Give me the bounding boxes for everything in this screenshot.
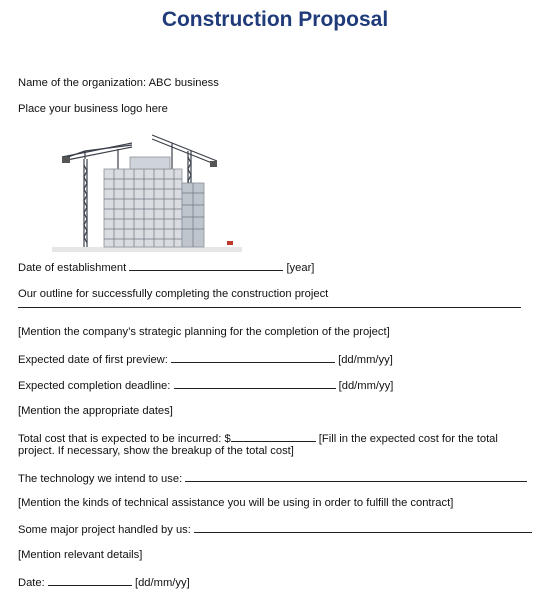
first-preview-label: Expected date of first preview:: [18, 354, 168, 366]
date-field[interactable]: [48, 575, 132, 586]
date-suffix: [dd/mm/yy]: [134, 577, 190, 589]
cost-continuation: project. If necessary, show the breakup of the total cost]: [18, 445, 294, 457]
completion-date-field[interactable]: [174, 378, 336, 389]
logo-placeholder-text: Place your business logo here: [18, 103, 168, 115]
date-row: [18, 575, 190, 590]
cost-suffix: [Fill in the expected cost for the total: [318, 433, 498, 445]
organization-name: Name of the organization: ABC business: [18, 77, 219, 89]
technical-note: [Mention the kinds of technical assistance you will be using in order to fulfill the contract]: [18, 497, 454, 509]
technology-label: The technology we intend to use:: [18, 473, 183, 485]
establishment-label: Date of establishment: [18, 262, 127, 274]
page-title: Construction Proposal: [161, 8, 389, 31]
projects-row: [18, 522, 532, 537]
first-preview-row: [18, 352, 393, 367]
first-preview-suffix: [dd/mm/yy]: [338, 354, 393, 366]
outline-field[interactable]: [18, 307, 521, 308]
cost-amount-field[interactable]: [231, 431, 316, 442]
completion-row: [18, 378, 393, 393]
projects-label: Some major project handled by us:: [18, 524, 191, 536]
outline-heading: Our outline for successfully completing the construction project: [18, 288, 329, 300]
first-preview-date-field[interactable]: [171, 352, 335, 363]
date-label: Date:: [18, 577, 45, 589]
completion-suffix: [dd/mm/yy]: [338, 380, 394, 392]
establishment-suffix: [year]: [286, 262, 315, 274]
establishment-row: [18, 260, 314, 275]
technology-field[interactable]: [185, 471, 527, 482]
technology-row: [18, 471, 527, 486]
establishment-year-field[interactable]: [129, 260, 283, 271]
dates-note: [Mention the appropriate dates]: [18, 405, 173, 417]
details-note: [Mention relevant details]: [18, 549, 143, 561]
cost-label: Total cost that is expected to be incurred: $: [18, 433, 231, 445]
projects-field[interactable]: [194, 522, 532, 533]
construction-logo-image: [52, 121, 242, 252]
strategic-note: [Mention the company’s strategic planning for the completion of the project]: [18, 326, 390, 338]
completion-label: Expected completion deadline:: [18, 380, 171, 392]
